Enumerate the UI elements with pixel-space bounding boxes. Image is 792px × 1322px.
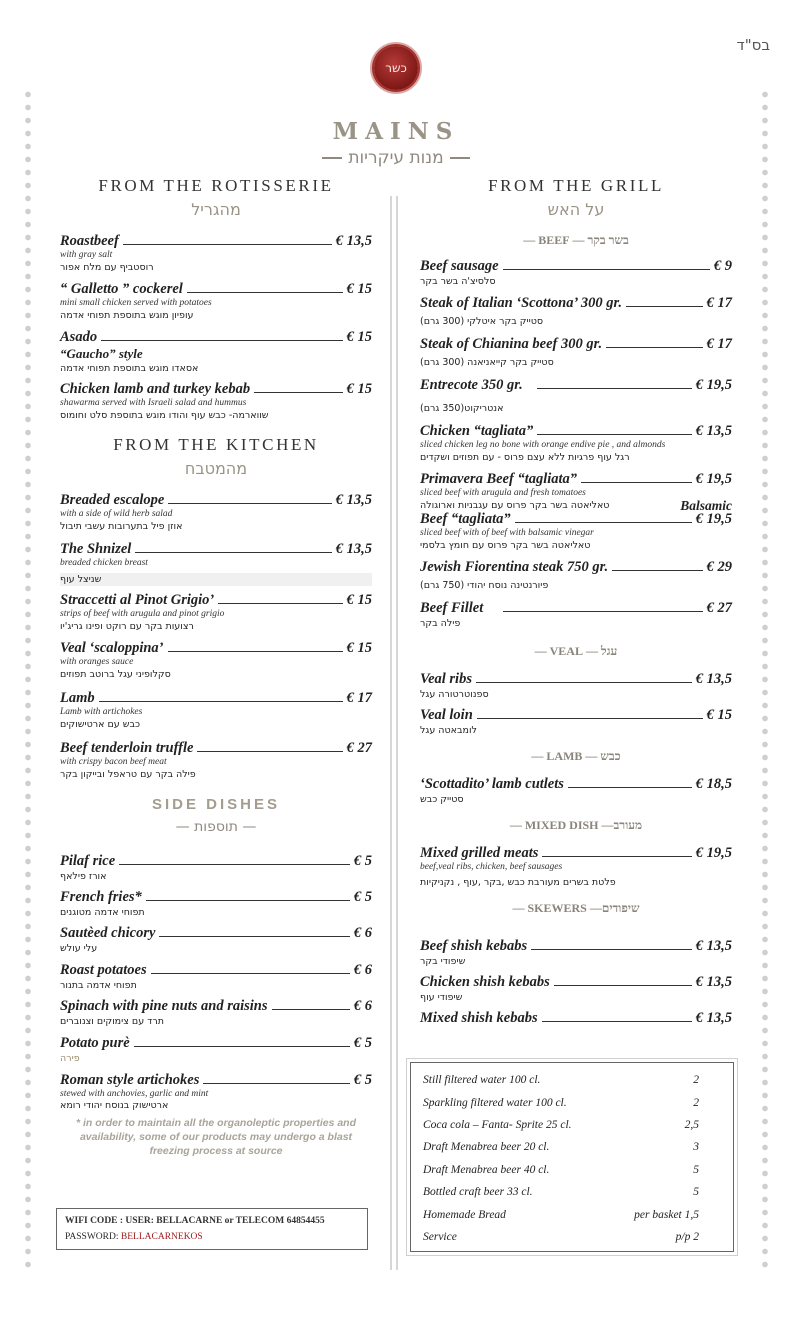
menu-item [60,640,372,690]
item-name: Entrecote 350 gr. [420,377,523,393]
item-name: “ Galletto ” cockerel [60,281,183,297]
item-desc: mini small chicken served with potatoes [60,298,212,308]
item-hebrew: כבש עם ארטישוקים [60,719,141,730]
column-divider [396,196,398,1270]
wifi-password: PASSWORD: BELLACARNEKOS [65,1232,203,1242]
item-hebrew: ספנוטרטורה עגל [420,689,489,700]
item-price: € 27 [706,600,732,616]
menu-item [60,592,372,640]
menu-item [420,1010,732,1034]
item-desc: sliced beef with of beef with balsamic vinegar [420,528,594,538]
item-name: Pilaf rice [60,853,116,869]
section-title-rotisserie-hebrew: מהגריל [191,200,241,219]
item-hebrew: ארטישוק בנוסח יהודי רומא [60,1100,169,1111]
dotted-border-right [759,88,771,1270]
item-name: Beef shish kebabs [420,938,528,954]
menu-item [420,974,732,1010]
section-title-grill-hebrew: על האש [547,200,605,219]
menu-item [420,471,732,511]
item-price: € 15 [346,329,372,345]
item-hebrew: טאליאטה בשר בקר פרוס עם חומץ בלסמי [420,540,591,551]
item-price: € 13,5 [695,938,732,954]
item-hebrew: סטייק בקר קייאניאנה (300 גרם) [420,357,554,368]
item-name: Jewish Fiorentina steak 750 gr. [420,559,609,575]
menu-item [60,889,372,925]
item-hebrew: פילה בקר [420,618,461,629]
item-price: € 19,5 [695,845,732,861]
item-hebrew: סלסיצ'ה בשר בקר [420,276,496,287]
freezing-note: * in order to maintain all the organoleptic properties and availability, some of our products may undergo a blast freezing process at source [75,1117,357,1157]
item-hebrew: סטייק כבש [420,794,464,805]
subsection-mixed: — MIXED DISH —מעורב [509,818,643,832]
subsection-veal: — VEAL — עגל [534,644,618,658]
drink-row: Homemade Bread per basket 1,5 [423,1208,699,1221]
item-name: Roman style artichokes [60,1072,200,1088]
menu-item [60,492,372,541]
menu-item [60,853,372,889]
page-title-hebrew: מנות עיקריות [0,148,792,168]
column-divider [390,196,392,1270]
item-hebrew: עלי עולש [60,943,98,954]
item-hebrew: לומבאטה עגל [420,725,477,736]
item-price: € 29 [706,559,732,575]
item-name: Beef tenderloin truffle [60,740,194,756]
item-hebrew: שווארמה- כבש עוף והודו מוגש בתוספת סלט וחומוס [60,410,269,421]
item-price: € 13,5 [695,1010,732,1026]
menu-item [420,295,732,336]
item-hebrew: פיורנטינה נוסח יהודי (750 גרם) [420,580,549,591]
item-desc: Lamb with artichokes [60,707,143,717]
item-price: € 15 [346,381,372,397]
section-title-kitchen-hebrew: מהמטבח [184,459,248,478]
menu-item [420,671,732,707]
item-desc: breaded chicken breast [60,558,148,568]
menu-item [60,740,372,796]
menu-item [60,925,372,962]
item-name: Chicken shish kebabs [420,974,550,990]
item-name: Breaded escalope [60,492,165,508]
item-price: € 13,5 [695,423,732,439]
item-name: Straccetti al Pinot Grigio’ [60,592,215,608]
menu-item [420,258,732,295]
item-hebrew: אוזן פיל בתערובות עשבי תיבול [60,521,183,532]
subsection-lamb: — LAMB — כבש [531,749,621,763]
bsd-mark: בס"ד [736,36,770,54]
menu-item [60,998,372,1035]
section-title-side-dishes: SIDE DISHES [151,796,281,813]
right-column [420,176,732,1034]
item-desc: sliced chicken leg no bone with orange endive pie , and almonds [420,440,666,450]
item-name: ‘Scottadito’ lamb cutlets [420,776,564,792]
item-hebrew: פירה [60,1053,80,1064]
item-price: € 5 [353,1035,372,1051]
item-price: € 6 [353,925,372,941]
menu-item [60,381,372,435]
item-price: € 17 [706,336,732,352]
item-price: € 9 [713,258,732,274]
subsection-beef: — BEEF — בשר בקר [523,233,629,247]
item-name: Steak of Chianina beef 300 gr. [420,336,603,352]
item-name: Spinach with pine nuts and raisins [60,998,268,1014]
item-name: Potato purè [60,1035,130,1051]
menu-item [60,541,372,592]
menu-item [420,707,732,749]
item-desc: beef,veal ribs, chicken, beef sausages [420,862,563,872]
item-hebrew: סקלופיני עגל ברוטב תפוזים [60,669,171,680]
item-price: € 6 [353,962,372,978]
section-title-side-dishes-hebrew: — תוספות — [175,819,257,835]
page-title: MAINS [332,118,460,145]
menu-item [420,511,732,559]
drink-row: Draft Menabrea beer 40 cl. 5 [423,1163,699,1176]
item-hebrew: תרד עם צימוקים וצנוברים [60,1016,164,1027]
item-price: € 15 [706,707,732,723]
item-hebrew: פילה בקר עם טראפל ובייקון בקר [60,769,196,780]
menu-item [420,845,732,901]
item-hebrew: שיפודי בקר [420,956,466,967]
menu-item [420,600,732,644]
item-hebrew: שניצל עוף [60,573,372,586]
item-price: € 13,5 [335,492,372,508]
item-name: Veal loin [420,707,473,723]
menu-item [420,336,732,377]
drink-row: Bottled craft beer 33 cl. 5 [423,1186,699,1199]
drink-row: Coca cola – Fanta- Sprite 25 cl. 2,5 [423,1118,699,1131]
item-hebrew: שיפודי עוף [420,992,463,1003]
item-price: € 18,5 [695,776,732,792]
drink-row: Sparkling filtered water 100 cl. 2 [423,1096,699,1109]
menu-item [60,233,372,281]
item-name: Veal ribs [420,671,472,687]
drink-row: Service p/p 2 [423,1230,699,1243]
menu-item [60,329,372,381]
item-desc: with crispy bacon beef meat [60,757,167,767]
item-name: Lamb [60,690,95,706]
section-title-kitchen: FROM THE KITCHEN [113,435,319,454]
menu-item [420,377,732,423]
item-name: Asado [60,329,98,345]
item-price: € 19,5 [695,511,732,527]
item-price: € 15 [346,592,372,608]
item-desc: shawarma served with Israeli salad and hummus [60,398,247,408]
menu-item [60,1072,372,1116]
item-desc: with a side of wild herb salad [60,509,173,519]
drink-row: Still filtered water 100 cl. 2 [423,1074,699,1087]
item-price: € 5 [353,853,372,869]
item-name: Chicken “tagliata” [420,423,534,439]
section-title-grill: FROM THE GRILL [488,176,664,195]
item-hebrew: תפוחי אדמה מטוגנים [60,907,145,918]
left-column [60,176,372,1158]
item-desc: strips of beef with arugula and pinot grigio [60,609,225,619]
subsection-skewers: — SKEWERS —שיפודים [512,901,640,915]
item-price: € 15 [346,281,372,297]
item-desc: sliced beef with arugula and fresh tomatoes [420,488,586,498]
item-price: € 5 [353,889,372,905]
item-price: € 13,5 [695,671,732,687]
item-name: Beef Fillet [420,600,484,616]
item-name: Sautèed chicory [60,925,156,941]
item-name: The Shnizel [60,541,132,557]
item-hebrew: טאליאטה בשר בקר פרוס עם עגבניות וארוגולה Balsamic [420,498,732,513]
item-desc: with oranges sauce [60,657,134,667]
item-name: Veal ‘scaloppina’ [60,640,164,656]
item-price: € 17 [346,690,372,706]
item-hebrew: תפוחי אדמה בתנור [60,980,137,991]
wifi-info-box [56,1208,368,1250]
item-hebrew: רצועות בקר עם רוקט ופינו גריג'יו [60,621,194,632]
item-price: € 5 [353,1072,372,1088]
item-hebrew: סטייק בקר איטלקי (300 גרם) [420,316,544,327]
item-price: € 27 [346,740,372,756]
item-name: Roastbeef [60,233,119,249]
menu-item [60,1035,372,1072]
item-style: “Gaucho” style [60,346,143,361]
item-name: Mixed shish kebabs [420,1010,538,1026]
menu-item [420,776,732,818]
item-name: Roast potatoes [60,962,147,978]
menu-item [420,423,732,471]
item-name: Primavera Beef “tagliata” [420,471,578,487]
kosher-seal-icon: כשר [374,46,418,90]
item-hebrew: אסאדו מוגש בתוספת תפוחי אדמה [60,363,199,374]
item-price: € 15 [346,640,372,656]
item-name: Beef “tagliata” [420,511,511,527]
menu-item [60,281,372,329]
item-hebrew: רגל עוף פרגיות ללא עצם פרוס - עם תפוזים ושקדים [420,452,630,463]
wifi-code: WIFI CODE : USER: BELLACARNE or TELECOM 64854455 [65,1216,325,1226]
item-hebrew: פלטת בשרים מעורבת כבש ,בקר ,עוף , נקניקיות [420,877,616,888]
section-title-rotisserie: FROM THE ROTISSERIE [98,176,334,195]
item-name: Mixed grilled meats [420,845,539,861]
item-price: € 13,5 [335,233,372,249]
menu-item [420,938,732,974]
item-hebrew: רוסטביף עם מלח אפור [60,262,154,273]
item-price: € 13,5 [695,974,732,990]
item-hebrew: עופיון מוגש בתוספת תפוחי אדמה [60,310,194,321]
item-name: Chicken lamb and turkey kebab [60,381,251,397]
item-price: € 19,5 [695,471,732,487]
menu-item [60,962,372,998]
item-desc: stewed with anchovies, garlic and mint [60,1089,209,1099]
item-price: € 17 [706,295,732,311]
item-desc: with gray salt [60,250,113,260]
item-name: French fries* [60,889,142,905]
item-price: € 6 [353,998,372,1014]
dotted-border-left [22,88,34,1270]
drink-row: Draft Menabrea beer 20 cl. 3 [423,1141,699,1154]
drinks-box [410,1062,734,1252]
menu-item [420,559,732,600]
menu-item [60,690,372,740]
item-hebrew: אורז פילאף [60,871,107,882]
item-hebrew: אנטריקוט(350 גרם) [420,403,504,414]
item-name: Steak of Italian ‘Scottona’ 300 gr. [420,295,622,311]
item-price: € 13,5 [335,541,372,557]
item-price: € 19,5 [695,377,732,393]
item-name: Beef sausage [420,258,499,274]
